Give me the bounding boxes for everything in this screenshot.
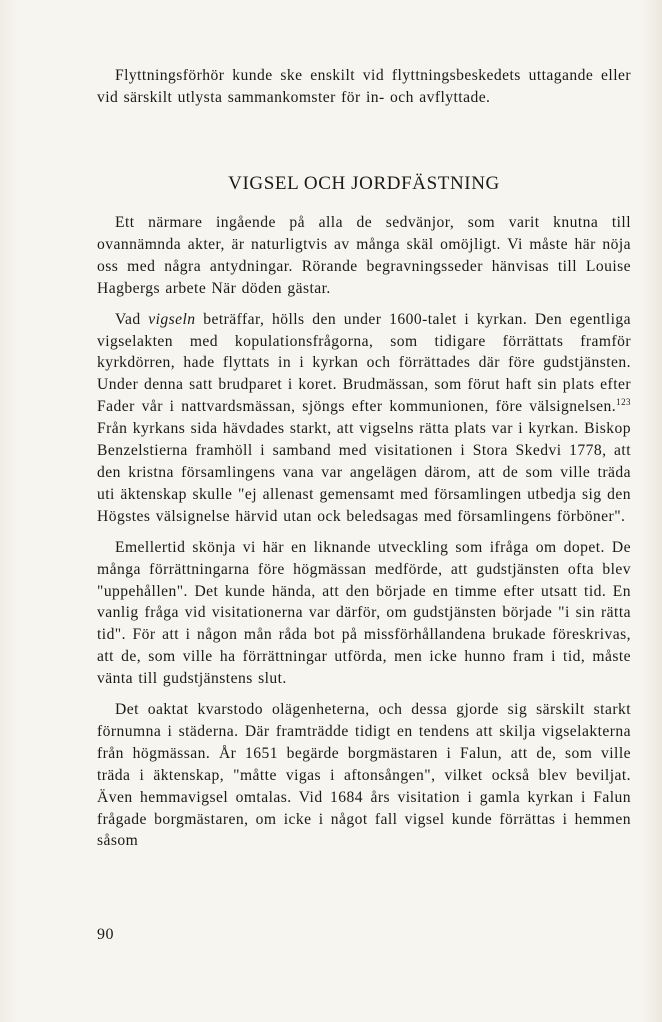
intro-paragraph-block (97, 65, 631, 109)
paragraph-3: Emellertid skönja vi här en liknande utveckling som ifråga om dopet. De många förrättningarna före högmässan medförde, att gudstjänsten ofta blev "uppehållen". Det kunde hända, att den började en timme efter utsatt tid. En vanlig fråga vid visitationerna var därför, om gudstjänsten började "i sin rätta tid". För att i någon mån råda bot på missförhållandena brukade föreskrivas, att de, som ville ha förrättningar utförda, men icke hunno fram i tid, måste vänta till gudstjänstens slut. (97, 538, 631, 688)
paragraph-2-italic-term: vigseln (148, 310, 196, 328)
body-text (97, 212, 631, 852)
paragraph-4: Det oaktat kvarstodo olägenheterna, och dessa gjorde sig särskilt starkt förnumna i städerna. Där framträdde tidigt en tendens att skilja vigselakterna från högmässan. År 1651 begärde borgmästaren i Falun, att de, som ville träda i äktenskap, "måtte vigas i aftonsången", vilket också blev beviljat. Även hemmavigsel omtalas. Vid 1684 års visitation i gamla kyrkan i Falun frågade borgmästaren, om icke i något fall vigsel kunde förrättas i hemmen såsom (97, 701, 631, 850)
intro-paragraph: Flyttningsförhör kunde ske enskilt vid flyttningsbeskedets uttagande eller vid särskilt utlysta sammankomster för in- och avflyttade. (97, 67, 631, 106)
paragraph-2-start: Vad (115, 310, 149, 328)
paragraph-2-end: Från kyrkans sida hävdades starkt, att vigselns rätta plats var i kyrkan. Biskop Benzelstierna framhöll i samband med visitationen i Stora Skedvi 1778, att den kristna församlingens vana var angelägen därom, att de som ville träda uti äktenskap skulle "ej allenast gemensamt med församlingen utbedja sig den Högstes välsignelse härvid utan ock beledsagas med församlingens förböner". (97, 420, 631, 525)
paragraph-2 (97, 309, 631, 528)
paragraph-2-middle: beträffar, hölls den under 1600-talet i kyrkan. Den egentliga vigselakten med kopulationsfrågorna, som tidigare förrättats framför kyrkdörren, hade flyttats in i kyrkan och förrättades där före gudstjänsten. Under denna satt brudparet i koret. Brudmässan, som förut haft sin plats efter Fader vår i nattvardsmässan, sjöngs efter kommunionen, före välsignelsen. (97, 310, 631, 416)
section-heading: VIGSEL OCH JORDFÄSTNING (228, 173, 500, 194)
footnote-marker: 123 (616, 397, 631, 408)
paragraph-1: Ett närmare ingående på alla de sedvänjor, som varit knutna till ovannämnda akter, är naturligtvis av många skäl omöjligt. Vi måste här nöja oss med några antydningar. Rörande begravningsseder hänvisas till Louise Hagbergs arbete När döden gästar. (97, 214, 631, 297)
page-number: 90 (97, 926, 114, 943)
